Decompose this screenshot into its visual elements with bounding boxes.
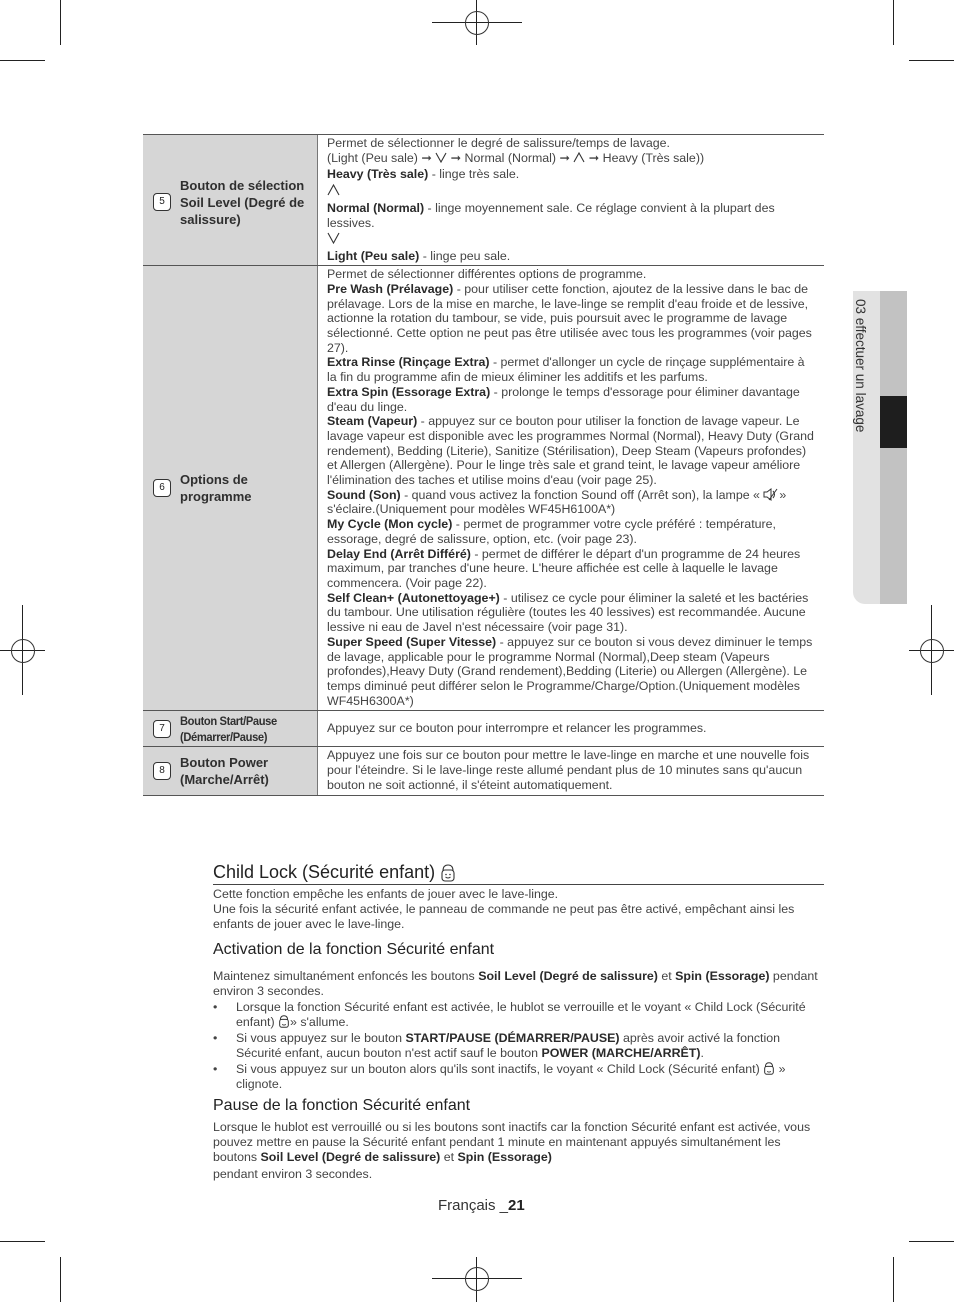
soil-level-sequence: (Light (Peu sale) ➞ ➞ Normal (Normal) ➞ ➞ Heavy (Très sale)) <box>327 150 705 165</box>
chevron-up-icon <box>327 184 340 196</box>
crop-mark <box>0 1241 45 1242</box>
row-label: Bouton Power (Marche/Arrêt) <box>180 755 269 788</box>
option-item: Extra Rinse (Rinçage Extra) - permet d'allonger un cycle de rinçage supplémentaire à la fin du programme afin de mieux éliminer les additifs et les parfums. <box>327 355 805 385</box>
arrow-right-icon: ➞ <box>450 150 462 165</box>
child-lock-icon <box>763 1062 775 1075</box>
child-lock-icon <box>440 864 456 882</box>
crop-mark <box>909 60 954 61</box>
option-item: Pre Wash (Prélavage) - pour utiliser cette fonction, ajoutez de la lessive dans le bac de prélavage. Lors de la mise en marche, le lave-linge se remplit d'eau froide et de lessive, actionne la rotation du tambour, se vide, puis poursuit avec le programme de lavage sélectionné. Cette option ne peut pas être utilisée avec tous les programmes (voir pages 27). <box>327 281 812 355</box>
sound-off-icon <box>763 488 779 501</box>
table-row: 5 Bouton de sélection Soil Level (Degré de salissure) Permet de sélectionner le degré de salissure/temps de lavage. (Light (Peu sale) ➞ ➞ Normal (Normal) ➞ ➞ Heavy (Très sale)) Heavy (Très sale) - linge très sale. Normal (Normal) - linge moyennement sale. Ce réglage convient à la plupart des lessives. Light (Peu sale) - linge peu sale. <box>143 135 824 266</box>
side-tab-marker <box>880 396 907 448</box>
item-number: 6 <box>153 479 171 497</box>
crop-mark <box>893 1257 894 1302</box>
child-lock-intro: Cette fonction empêche les enfants de jouer avec le lave-linge. Une fois la sécurité enfant activée, le panneau de commande ne peut pas être activé, empêchant ainsi les enfants de jouer avec le lave-linge. <box>213 887 795 931</box>
list-item: • Lorsque la fonction Sécurité enfant est activée, le hublot se verrouille et le voyant « Child Lock (Sécurité enfant) » s'allume. <box>213 1000 824 1030</box>
control-panel-table <box>143 134 824 796</box>
subsection-heading: Activation de la fonction Sécurité enfant <box>213 941 495 958</box>
table-row <box>143 747 824 796</box>
arrow-right-icon: ➞ <box>559 150 570 165</box>
option-item: Steam (Vapeur) - appuyez sur ce bouton pour utiliser la fonction de lavage vapeur. Le lavage vapeur est disponible avec les programmes Normal (Normal), Heavy Duty (Grand rendement), Bedding (Literie), Sanitize (Stérilisation), Deep Steam (Vapeurs profondes) et Allergen (Allergène). Pour le linge très sale et grand teint, le lavage vapeur améliore l'élimination des taches et utilise moins d'eau (voir page 25). <box>327 414 814 488</box>
child-lock-icon <box>278 1015 290 1028</box>
option-item: Extra Spin (Essorage Extra) - prolonge le temps d'essorage pour éliminer davantage d'eau du linge. <box>327 384 800 414</box>
list-item: • Si vous appuyez sur le bouton START/PAUSE (DÉMARRER/PAUSE) après avoir activé la fonction Sécurité enfant, aucun bouton n'est actif sauf le bouton POWER (MARCHE/ARRÊT). <box>213 1031 824 1061</box>
row-desc: Appuyez sur ce bouton pour interrompre et relancer les programmes. <box>327 720 707 735</box>
row-label: Options de programme <box>180 472 252 505</box>
row-label: Bouton de sélection Soil Level (Degré de salissure) <box>180 177 305 227</box>
bullet-list <box>213 1000 824 1092</box>
option-item: My Cycle (Mon cycle) - permet de programmer votre cycle préféré : température, essorage, degré de salissure, option, etc. (voir page 23). <box>327 517 776 546</box>
row-label: (Démarrer/Pause) <box>180 729 268 744</box>
activation-body: Maintenez simultanément enfoncés les boutons Soil Level (Degré de salissure) et Spin (Essorage) pendant environ 3 secondes. • Lorsque la fonction Sécurité enfant est activée, le hublot se verrouille et le voyant « Child Lock (Sécurité enfant) » s'allume. • Si vous appuyez sur le bouton START/PAUSE (DÉMARRER/PAUSE) après avoir activé la fonction Sécurité enfant, aucun bouton n'est actif sauf le bouton POWER (MARCHE/ARRÊT). • Si vous appuyez sur un bouton alors qu'ils sont inactifs, le voyant « Child Lock (Sécurité enfant) » clignote. <box>213 969 824 1093</box>
arrow-right-icon: ➞ <box>588 150 600 165</box>
row-desc-intro: Permet de sélectionner différentes options de programme. <box>327 267 647 282</box>
crop-mark <box>60 1257 61 1302</box>
chevron-down-icon <box>327 232 340 244</box>
chevron-up-icon <box>573 152 585 163</box>
row-label: Bouton Start/Pause <box>180 713 277 728</box>
option-item: Delay End (Arrêt Différé) - permet de différer le départ d'un programme de 24 heures maximum, par tranches d'une heure. L'heure affichée est celle à laquelle le lavage commencera. (Voir page 22). <box>327 546 801 590</box>
option-item: Sound (Son) - quand vous activez la fonction Sound off (Arrêt son), la lampe « » s'éclaire.(Uniquement pour modèles WF45H6100A*) <box>327 487 787 517</box>
table-row <box>143 711 824 747</box>
side-tab-label-wrap <box>853 291 880 604</box>
side-tab-label: 03 effectuer un lavage <box>853 299 868 433</box>
subsection-heading: Pause de la fonction Sécurité enfant <box>213 1097 471 1114</box>
crop-mark <box>60 0 61 45</box>
crop-mark <box>893 0 894 45</box>
row-desc: Appuyez une fois sur ce bouton pour mettre le lave-linge en marche et une nouvelle fois pour l'éteindre. Si le lave-linge reste allumé pendant plus de 10 minutes sans qu'aucun bouton ne soit actionné, il s'éteint automatiquement. <box>327 748 810 792</box>
item-number: 7 <box>153 720 171 738</box>
crop-mark <box>909 1241 954 1242</box>
list-item: • Si vous appuyez sur un bouton alors qu'ils sont inactifs, le voyant « Child Lock (Sécurité enfant) » clignote. <box>213 1062 824 1092</box>
crop-mark <box>0 60 45 61</box>
page-footer: Français _21 <box>438 1197 525 1214</box>
chevron-down-icon <box>435 152 447 163</box>
item-number: 8 <box>153 762 171 780</box>
option-item: Super Speed (Super Vitesse) - appuyez sur ce bouton si vous devez diminuer le temps de lavage, applicable pour le programme Normal (Normal),Deep steam (Vapeurs profondes),Heavy Duty (Grand rendement),Bedding (Literie) ou Allergen (Allergène). Le temps diminué peut différer selon le Programme/Charge/Option.(Uniquement modèles WF45H6300A*) <box>327 634 813 708</box>
option-item: Self Clean+ (Autonettoyage+) - utilisez ce cycle pour éliminer la saleté et les bactéries du tambour. Une utilisation régulière (toutes les 40 lessives) est recommandée. Aucune lessive ni eau de Javel n'est nécessaire (voir page 31). <box>327 590 809 635</box>
row-desc-intro: Permet de sélectionner le degré de salissure/temps de lavage. <box>327 136 670 150</box>
pause-body: Lorsque le hublot est verrouillé ou si les boutons sont inactifs car la fonction Sécurité enfant est activée, vous pouvez mettre en pause la Sécurité enfant pendant 1 minute en maintenant appuyés simultanément les boutons Soil Level (Degré de salissure) et Spin (Essorage) pendant environ 3 secondes. <box>213 1120 811 1181</box>
table-row <box>143 266 824 711</box>
arrow-right-icon: ➞ <box>421 150 432 165</box>
page-number: 21 <box>508 1197 525 1214</box>
item-number: 5 <box>153 193 171 211</box>
section-title: Child Lock (Sécurité enfant) <box>213 861 824 885</box>
